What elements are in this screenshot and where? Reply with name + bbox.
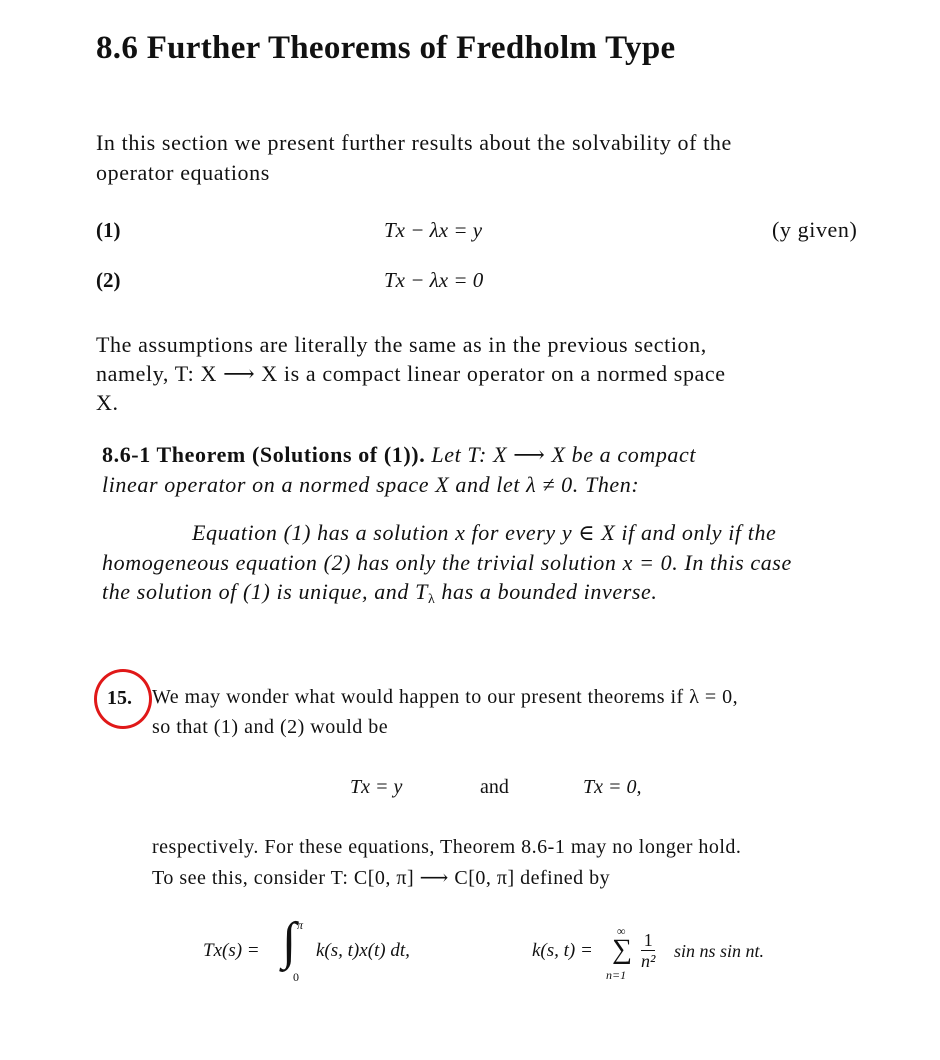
theorem-header-text: Let T: X ⟶ X be a compact <box>431 442 697 467</box>
problem-line-4: To see this, consider T: C[0, π] ⟶ C[0, π] defined by <box>152 867 611 889</box>
section-heading: 8.6 Further Theorems of Fredholm Type <box>96 30 676 66</box>
integrand: k(s, t)x(t) dt, <box>316 940 410 961</box>
theorem-body-3b: has a bounded inverse. <box>435 579 658 604</box>
problem-line-3: respectively. For these equations, Theorem 8.6-1 may no longer hold. <box>152 836 742 858</box>
assumptions-line-2: namely, T: X ⟶ X is a compact linear operator on a normed space <box>96 361 726 386</box>
theorem-header <box>102 440 696 470</box>
integral-lhs: Tx(s) = <box>203 940 260 961</box>
intro-line-1: In this section we present further results about the solvability of the <box>96 130 732 155</box>
equation-1-label: (1) <box>96 218 121 242</box>
problem-eq-and: and <box>480 776 509 798</box>
integral-sign: ∫ <box>282 913 297 970</box>
equation-2-expr: Tx − λx = 0 <box>384 268 484 292</box>
equation-1-expr: Tx − λx = y <box>384 218 483 242</box>
theorem-body-3a: the solution of (1) is unique, and T <box>102 579 428 604</box>
problem-eq-left: Tx = y <box>350 776 403 798</box>
kernel-tail <box>674 941 764 962</box>
kernel-tail-text: sin ns sin nt. <box>674 941 765 961</box>
equation-2-label: (2) <box>96 268 121 292</box>
theorem-line-2: linear operator on a normed space X and let λ ≠ 0. Then: <box>102 472 640 497</box>
problem-number: 15. <box>107 687 132 709</box>
sum-sign: ∑ <box>612 934 632 965</box>
fraction-numerator: 1 <box>641 930 655 951</box>
problem-eq-right: Tx = 0, <box>583 776 642 798</box>
intro-line-2: operator equations <box>96 160 270 185</box>
theorem-body-2: homogeneous equation (2) has only the trivial solution x = 0. In this case <box>102 550 792 575</box>
assumptions-line-1: The assumptions are literally the same as in the previous section, <box>96 332 707 357</box>
theorem-body-1: Equation (1) has a solution x for every y ∈ X if and only if the <box>192 520 777 545</box>
t-lambda-subscript: λ <box>427 592 436 607</box>
equation-1-note: (y given) <box>772 217 858 242</box>
fraction-stack <box>641 930 655 971</box>
kernel-lhs: k(s, t) = <box>532 940 593 961</box>
assumptions-line-3: X. <box>96 390 119 415</box>
integral-upper-limit: π <box>297 918 304 932</box>
integral-lower-limit: 0 <box>293 970 299 984</box>
sum-lower-limit: n=1 <box>606 968 627 982</box>
problem-line-1: We may wonder what would happen to our present theorems if λ = 0, <box>152 686 739 708</box>
theorem-title: 8.6-1 Theorem (Solutions of (1)). <box>102 442 426 467</box>
sum-upper-limit: ∞ <box>617 924 626 938</box>
fraction-denominator: n² <box>641 951 656 971</box>
problem-line-2: so that (1) and (2) would be <box>152 716 389 738</box>
theorem-body-3 <box>102 577 657 615</box>
fraction <box>641 930 655 971</box>
